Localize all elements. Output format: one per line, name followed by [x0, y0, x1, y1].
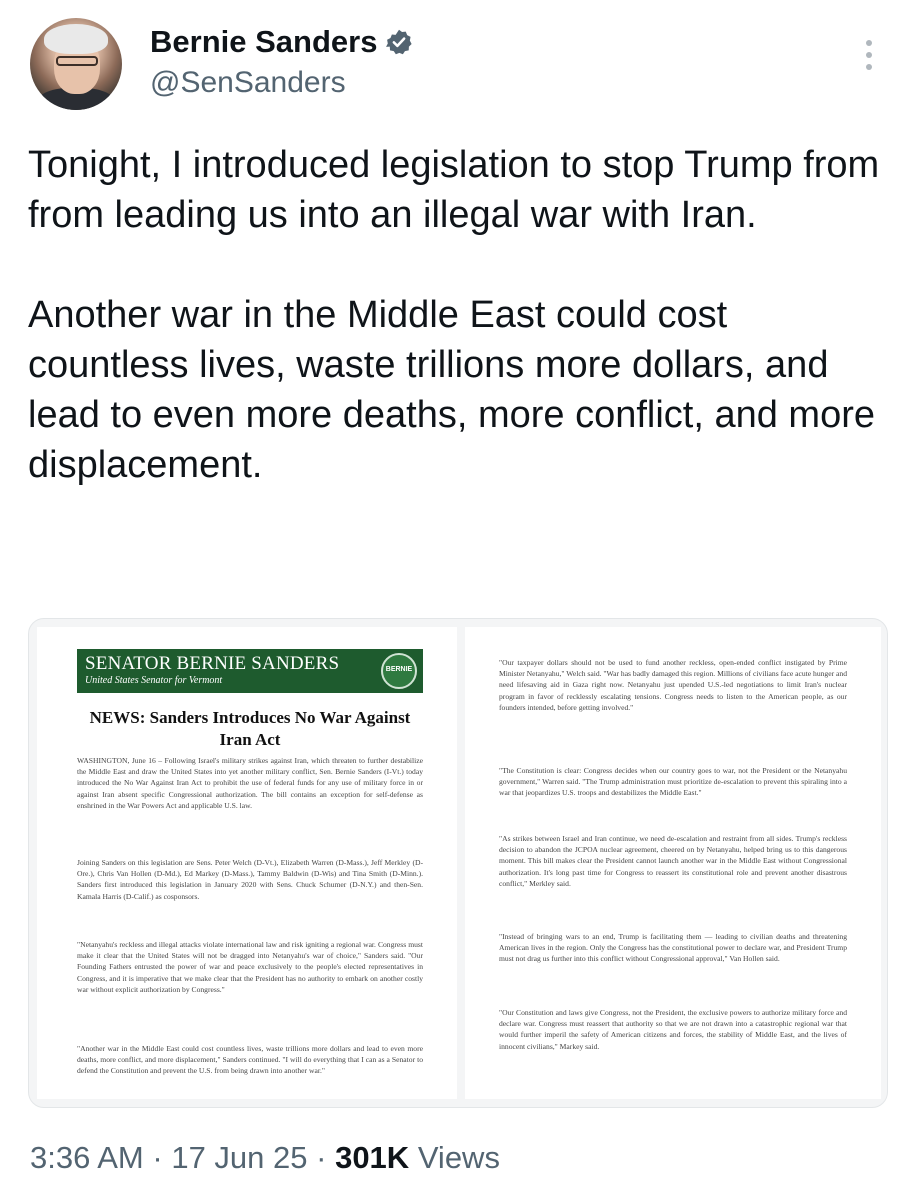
release-paragraph: "Our Constitution and laws give Congress, not the President, the exclusive powers to authorize military force and declare war. Congress must reassert that authority so that we are not drawn into a catastrophic regional war that would further imperil the safety of American citizens and forces, the stability of Middle East, and the lives of innocent civilians," Markey said.: [499, 1008, 847, 1051]
press-release-image[interactable]: [28, 618, 888, 1108]
release-paragraph: Joining Sanders on this legislation are Sens. Peter Welch (D-Vt.), Elizabeth Warren (D-Mass.), Jeff Merkley (D-Ore.), Chris Van Hollen (D-Md.), Ed Markey (D-Mass.), Tammy Baldwin (D-Wis) and Tina Smith (D-Minn.). Sanders first introduced this legislation in January 2020 with Sens. Chuck Schumer (D-N.Y.) and then-Sen. Kamala Harris (D-Calif.) as cosponsors.: [77, 858, 423, 901]
press-release-page-1: [37, 627, 457, 1099]
tweet-time[interactable]: 3:36 AM: [30, 1140, 144, 1175]
meta-separator: ·: [152, 1140, 163, 1175]
seal-text: BERNIE: [385, 666, 413, 673]
tweet-text: [28, 140, 898, 540]
meta-separator: ·: [316, 1140, 327, 1175]
tweet-date[interactable]: 17 Jun 25: [171, 1140, 308, 1175]
user-handle[interactable]: @SenSanders: [150, 66, 346, 99]
release-paragraph: "The Constitution is clear: Congress decides when our country goes to war, not the President or the Netanyahu government," Warren said. "The Trump administration must prioritize de-escalation to prevent this spiraling into a war that jeopardizes U.S. troops and destabilizes the Middle East.": [499, 766, 847, 798]
display-name[interactable]: Bernie Sanders: [150, 24, 378, 59]
banner-title: SENATOR BERNIE SANDERS: [85, 653, 340, 674]
press-release-banner: [77, 649, 423, 693]
verified-badge-icon[interactable]: [385, 28, 413, 56]
release-paragraph: "Netanyahu's reckless and illegal attacks violate international law and risk igniting a regional war. Congress must make it clear that the United States will not be dragged into Netanyahu's war of choice," Sanders said. "Our Founding Fathers entrusted the power of war and peace exclusively to the people's elected representatives in Congress, and it is imperative that we make clear that the President has no authority to embark on another costly war without explicit authorization by Congress.": [77, 940, 423, 994]
name-row: [150, 24, 413, 60]
views-count[interactable]: 301K: [335, 1140, 410, 1175]
release-paragraph: "Instead of bringing wars to an end, Trump is facilitating them — leading to civilian deaths and threatening American lives in the region. Only the Congress has the constitutional power to declare war, and President Trump must not drag us further into this conflict without Congressional approval," Van Hollen said.: [499, 932, 847, 964]
release-paragraph: "Another war in the Middle East could cost countless lives, waste trillions more dollars and lead to even more deaths, more conflict, and more displacement," Sanders continued. "I will do everything that I can as a Senator to defend the Constitution and prevent the U.S. from being drawn into another war.": [77, 1044, 423, 1076]
press-release-page-2: [465, 627, 881, 1099]
views-label[interactable]: Views: [417, 1140, 500, 1175]
senate-seal-icon: [381, 653, 417, 689]
banner-subtitle: United States Senator for Vermont: [85, 675, 223, 686]
tweet-paragraph: Tonight, I introduced legislation to stop Trump from from leading us into an illegal war with Iran.: [28, 144, 880, 236]
more-options-icon[interactable]: [862, 40, 876, 76]
avatar[interactable]: [30, 18, 122, 110]
tweet-meta: [30, 1140, 500, 1176]
tweet-header: [0, 0, 916, 130]
press-release-headline: NEWS: Sanders Introduces No War Against Iran Act: [89, 708, 411, 749]
release-paragraph: "As strikes between Israel and Iran continue, we need de-escalation and restraint from all sides. Trump's reckless decision to abandon the JCPOA nuclear agreement, cheered on by Netanyahu, helped bring us to this dangerous moment. This bill makes clear the President cannot launch another war in the Middle East without Congressional authorization. It's long past time for Congress to reassert its constitutional role and prevent another disastrous conflict," Merkley said.: [499, 834, 847, 888]
release-paragraph: WASHINGTON, June 16 – Following Israel's military strikes against Iran, which threaten to further destabilize the Middle East and draw the United States into yet another military conflict, Sen. Bernie Sanders (I-Vt.) today introduced the No War Against Iran Act to prohibit the use of federal funds for any use of military force in or against Iran absent specific Congressional authorization. The bill contains an exception for self-defense as enshrined in the War Powers Act and applicable U.S. law.: [77, 756, 423, 810]
release-paragraph: "Our taxpayer dollars should not be used to fund another reckless, open-ended conflict instigated by Prime Minister Netanyahu," Welch said. "War has badly damaged this region. Millions of civilians face acute hunger and need lifesaving aid in Gaza right now. Netanyahu just upended U.S.-led negotiations to limit Iran's nuclear program in favor of recklessly escalating tensions. Congress needs to listen to the American people, as our founders intended, before getting involved.": [499, 658, 847, 712]
tweet-paragraph: Another war in the Middle East could cost countless lives, waste trillions more dollars, and lead to even more deaths, more conflict, and more displacement.: [28, 294, 876, 486]
